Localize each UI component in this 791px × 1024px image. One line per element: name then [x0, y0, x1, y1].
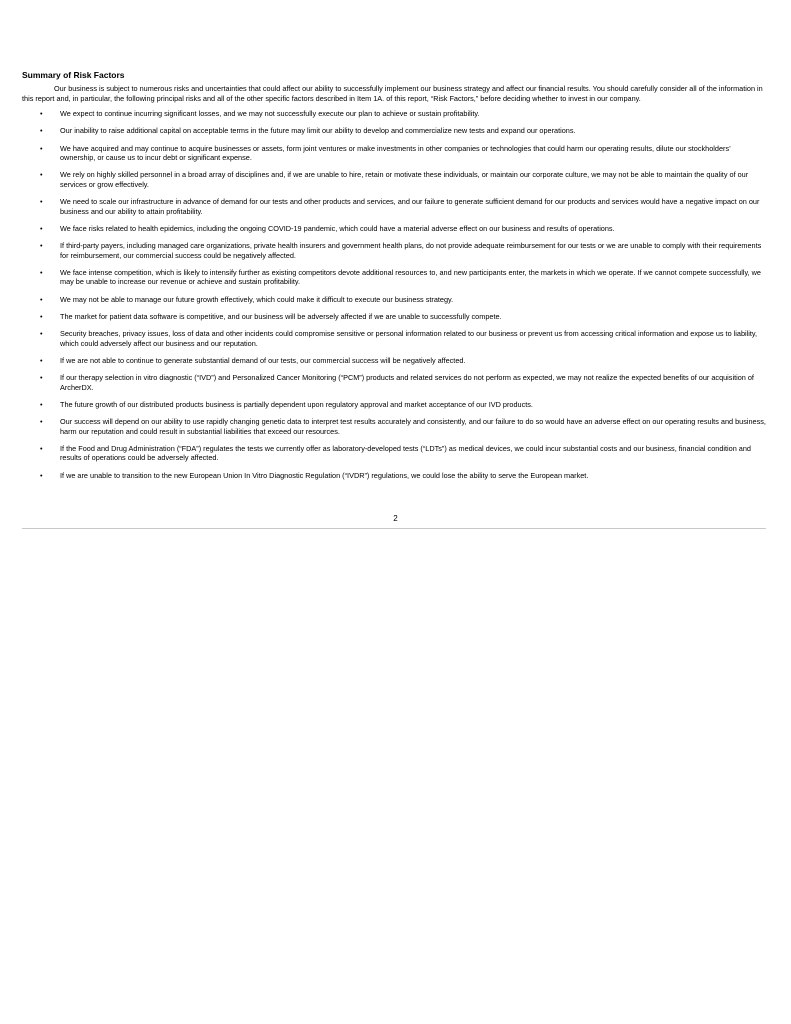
bullet-icon: •: [40, 109, 43, 119]
bullet-icon: •: [40, 267, 43, 277]
risk-factor-item: [22, 170, 766, 189]
risk-factor-item: [22, 471, 766, 481]
risk-factor-item: [22, 444, 766, 463]
section-title: Summary of Risk Factors: [22, 70, 125, 80]
risk-factor-item: [22, 224, 766, 234]
bullet-icon: •: [40, 294, 43, 304]
risk-factor-text: We need to scale our infrastructure in advance of demand for our tests and other products and services, and our failure to generate sufficient demand for our products and services would have a negative impact on our business and our ability to attain profitability.: [60, 197, 760, 216]
risk-factor-item: [22, 329, 766, 348]
risk-factor-item: [22, 373, 766, 392]
risk-factor-list: [22, 109, 766, 480]
bullet-icon: •: [40, 443, 43, 453]
risk-factor-item: [22, 109, 766, 119]
risk-factor-text: If the Food and Drug Administration (“FDA”) regulates the tests we currently offer as laboratory-developed tests (“LDTs”) as medical devices, we could incur substantial costs and our business, financial condition and results of operations could be adversely affected.: [60, 443, 751, 463]
risk-factor-text: Our success will depend on our ability to use rapidly changing genetic data to interpret test results accurately and consistently, and our failure to do so would have an adverse effect on our operating results and business, harm our reputation and could result in substantial liabilities that exceed our resources.: [60, 416, 766, 436]
risk-factor-text: We have acquired and may continue to acquire businesses or assets, form joint ventures or make investments in other companies or technologies that could harm our operating results, dilute our stockholders’ ownership, or cause us to incur debt or significant expense.: [60, 143, 731, 163]
risk-factor-text: Our inability to raise additional capital on acceptable terms in the future may limit our ability to develop and commercialize new tests and expand our operations.: [60, 126, 576, 136]
risk-factor-text: We expect to continue incurring significant losses, and we may not successfully execute our plan to achieve or sustain profitability.: [60, 109, 480, 119]
risk-factor-text: We rely on highly skilled personnel in a broad array of disciplines and, if we are unable to hire, retain or motivate these individuals, or maintain our corporate culture, we may not be able to maintain the quality of our services or grow effectively.: [60, 170, 749, 189]
bullet-icon: •: [40, 373, 43, 382]
risk-factor-text: If third-party payers, including managed care organizations, private health insurers and government health plans, do not provide adequate reimbursement for our tests or we are unable to comply with their requirements for reimbursement, our commercial success could be negatively affected.: [60, 241, 762, 260]
bullet-icon: •: [40, 416, 43, 426]
risk-factor-text: The future growth of our distributed products business is partially dependent upon regulatory approval and market acceptance of our IVD products.: [60, 399, 533, 409]
risk-factor-item: [22, 417, 766, 436]
risk-factor-text: If we are unable to transition to the new European Union In Vitro Diagnostic Regulation (“IVDR”) regulations, we could lose the ability to serve the European market.: [60, 470, 589, 480]
risk-factor-text: We face intense competition, which is likely to intensify further as existing competitors devote additional resources to, and new participants enter, the markets in which we operate. If we cannot compete successfully, we may be unable to increase our revenue or achieve and sustain profitability.: [60, 267, 761, 287]
bullet-icon: •: [40, 143, 43, 153]
risk-factor-item: [22, 241, 766, 260]
intro-paragraph: Our business is subject to numerous risks and uncertainties that could affect our ability to successfully implement our business strategy and affect our financial results. You should carefully consider all of the information in this report and, in particular, the following principal risks and all of the other specific factors described in Item 1A. of this report, “Risk Factors,” before deciding whether to invest in our company.: [22, 84, 763, 103]
risk-factor-text: We face risks related to health epidemics, including the ongoing COVID-19 pandemic, which could have a material adverse effect on our business and results of operations.: [60, 223, 615, 233]
risk-factor-item: [22, 356, 766, 366]
risk-factor-text: Security breaches, privacy issues, loss of data and other incidents could compromise sensitive or personal information related to our business or prevent us from accessing critical information and expose us to liability, which could adversely affect our business and our reputation.: [60, 329, 758, 348]
bullet-icon: •: [40, 311, 43, 321]
risk-factor-text: If our therapy selection in vitro diagnostic (“IVD”) and Personalized Cancer Monitoring (“PCM”) products and related services do not perform as expected, we may not realize the expected benefits of our acquisition of ArcherDX.: [60, 373, 754, 392]
risk-factor-item: [22, 144, 766, 163]
risk-factor-item: [22, 400, 766, 410]
risk-factor-item: [22, 126, 766, 136]
bullet-icon: •: [40, 197, 43, 207]
bullet-icon: •: [40, 399, 43, 409]
risk-factor-item: [22, 295, 766, 305]
risk-factor-text: If we are not able to continue to generate substantial demand of our tests, our commercial success will be negatively affected.: [60, 355, 466, 365]
document-page: [22, 70, 766, 488]
bullet-icon: •: [40, 170, 43, 180]
risk-factor-text: We may not be able to manage our future growth effectively, which could make it difficult to execute our business strategy.: [60, 294, 454, 304]
risk-factor-item: [22, 268, 766, 287]
risk-factor-item: [22, 197, 766, 216]
bullet-icon: •: [40, 470, 43, 480]
bullet-icon: •: [40, 223, 43, 233]
risk-factor-text: The market for patient data software is competitive, and our business will be adversely affected if we are unable to successfully compete.: [60, 311, 502, 321]
bullet-icon: •: [40, 329, 43, 339]
page-divider: [22, 528, 766, 529]
risk-factor-item: [22, 312, 766, 322]
bullet-icon: •: [40, 355, 43, 365]
bullet-icon: •: [40, 241, 43, 251]
bullet-icon: •: [40, 126, 43, 136]
page-number: 2: [393, 514, 398, 523]
